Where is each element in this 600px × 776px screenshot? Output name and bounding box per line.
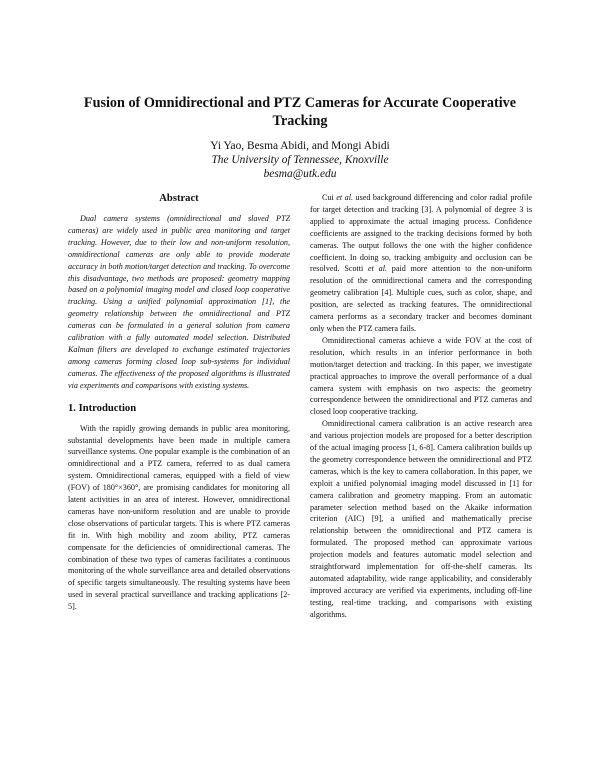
et-al: et al.: [368, 264, 388, 274]
intro-paragraph-2-part-a: used background differencing and color radial profile for target detection and tracking [3]. A polynomial of degree 3 is applied to approximate the actual imaging process. Confidence coefficients are assigned to the tracking decisions formed by both cameras. The output follows the one with the higher confidence coefficient. In doing so, tracking ambiguity and occlusion can be resolved. Scotti: [310, 193, 532, 274]
introduction-heading: 1. Introduction: [68, 402, 137, 414]
cited-author: Cui: [322, 193, 334, 202]
intro-paragraph-2-part-b: paid more attention to the non-uniform resolution of the omnidirectional camera and the corresponding geometry calibration [4]. Multiple cues, such as color, shape, and position, are selected as tracking features. The omnidirectional camera performs as a secondary tracker and becomes dominant only when the PTZ camera fails.: [310, 264, 533, 333]
et-al: et al.: [336, 193, 353, 202]
author-list: Yi Yao, Besma Abidi, and Mongi Abidi: [210, 140, 390, 152]
intro-paragraph-2: [310, 192, 532, 335]
left-column: [68, 192, 290, 613]
affiliation: The University of Tennessee, Knoxville: [211, 154, 389, 166]
intro-paragraph-3: Omnidirectional cameras achieve a wide FOV at the cost of resolution, which results in an inferior performance in both motion/target detection and tracking. In this paper, we investigate practical approaches to improve the overall performance of a dual camera system with emphasis on two aspects: the geometry correspondence between the omnidirectional and PTZ cameras and closed loop cooperative tracking.: [310, 335, 532, 417]
intro-paragraph-4: Omnidirectional camera calibration is an active research area and various projection models are proposed for a better description of the actual imaging process [1, 6-8]. Camera calibration builds up the geometry correspondence between the omnidirectional and PTZ cameras, which is the key to camera collaboration. In this paper, we exploit a unified polynomial imaging model discussed in [1] for camera calibration and geometry mapping. From an automatic parameter selection method based on the Akaike information criterion (AIC) [9], a unified and mathematically precise relationship between the omnidirectional and PTZ camera is formulated. The proposed method can approximate various projection models and features automatic model selection and straightforward implementation for off-the-shelf cameras. Its automated adaptability, wide range applicability, and considerably improved accuracy are verified via experiments, including off-line testing, real-time tracking, and comparisons with existing algorithms.: [310, 419, 532, 619]
abstract-heading: Abstract: [159, 193, 199, 204]
intro-paragraph-1: With the rapidly growing demands in public area monitoring, substantial developments have been made in multiple camera surveillance systems. One popular example is the combination of an omnidirectional and a PTZ camera, referred to as dual camera system. Omnidirectional cameras, equipped with a field of view (FOV) of 180°×360°, are promising candidates for monitoring all latent activities in an area of interest. However, omnidirectional cameras have non-uniform resolution and are unable to provide close observations of particular targets. This is where PTZ cameras fit in. With high mobility and zoom ability, PTZ cameras compensate for the deficiencies of omnidirectional cameras. The combination of these two types of cameras facilitates a continuous monitoring of the whole surveillance area and detailed observations of specific targets simultaneously. The resulting systems have been used in several practical surveillance and tracking applications [2-5].: [68, 423, 290, 612]
paper-title: Fusion of Omnidirectional and PTZ Cameras for Accurate Cooperative Tracking: [83, 95, 517, 129]
abstract-text: Dual camera systems (omnidirectional and slaved PTZ cameras) are widely used in public area monitoring and target tracking. However, due to their low and non-uniform resolution, omnidirectional cameras are only able to provide moderate accuracy in both motion/target detection and tracking. To overcome this disadvantage, two methods are proposed: geometry mapping based on a polynomial imaging model and closed loop cooperative tracking. Using a unified polynomial approximation [1], the geometry relationship between the omnidirectional and PTZ cameras can be formulated in a general solution from camera calibration with a fully automated model selection. Distributed Kalman filters are developed to exchange estimated trajectories among cameras forming closed loop sub-systems for individual cameras. The effectiveness of the proposed algorithms is illustrated via experiments and comparisons with existing systems.: [68, 214, 290, 390]
right-column: [310, 192, 532, 621]
contact-email: besma@utk.edu: [263, 168, 337, 180]
